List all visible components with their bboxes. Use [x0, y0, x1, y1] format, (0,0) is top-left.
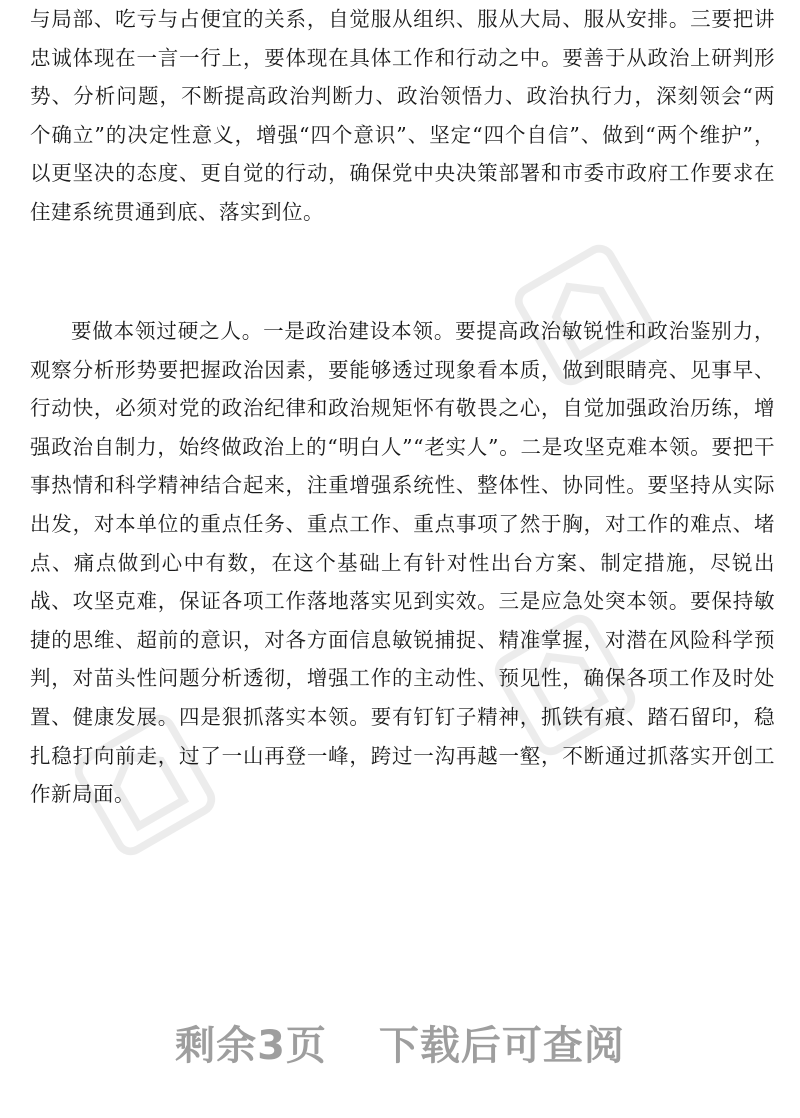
remaining-pages-text: 剩余3页 [175, 1022, 327, 1069]
download-notice[interactable] [0, 1010, 800, 1074]
document-paragraph-2: 要做本领过硬之人。一是政治建设本领。要提高政治敏锐性和政治鉴别力，观察分析形势要把握政治因素，要能够透过现象看本质，做到眼睛亮、见事早、行动快，必须对党的政治纪律和政治规矩怀有敬畏之心，自觉加强政治历练，增强政治自制力，始终做政治上的“明白人”“老实人”。二是攻坚克难本领。要把干事热情和科学精神结合起来，注重增强系统性、整体性、协同性。要坚持从实际出发，对本单位的重点任务、重点工作、重点事项了然于胸，对工作的难点、堵点、痛点做到心中有数，在这个基础上有针对性出台方案、制定措施，尽锐出战、攻坚克难，保证各项工作落地落实见到实效。三是应急处突本领。要保持敏捷的思维、超前的意识，对各方面信息敏锐捕捉、精准掌握，对潜在风险科学预判，对苗头性问题分析透彻，增强工作的主动性、预见性，确保各项工作及时处置、健康发展。四是狠抓落实本领。要有钉钉子精神，抓铁有痕、踏石留印，稳扎稳打向前走，过了一山再登一峰，跨过一沟再越一壑，不断通过抓落实开创工作新局面。 [30, 319, 775, 807]
download-prompt-text[interactable]: 下载后可查阅 [378, 1022, 625, 1069]
document-paragraph-1: 与局部、吃亏与占便宜的关系，自觉服从组织、服从大局、服从安排。三要把讲忠诚体现在一言一行上，要体现在具体工作和行动之中。要善于从政治上研判形势、分析问题，不断提高政治判断力、政治领悟力、政治执行力，深刻领会“两个确立”的决定性意义，增强“四个意识”、坚定“四个自信”、做到“两个维护”，以更坚决的态度、更自觉的行动，确保党中央决策部署和市委市政府工作要求在住建系统贯通到底、落实到位。 [30, 7, 775, 224]
